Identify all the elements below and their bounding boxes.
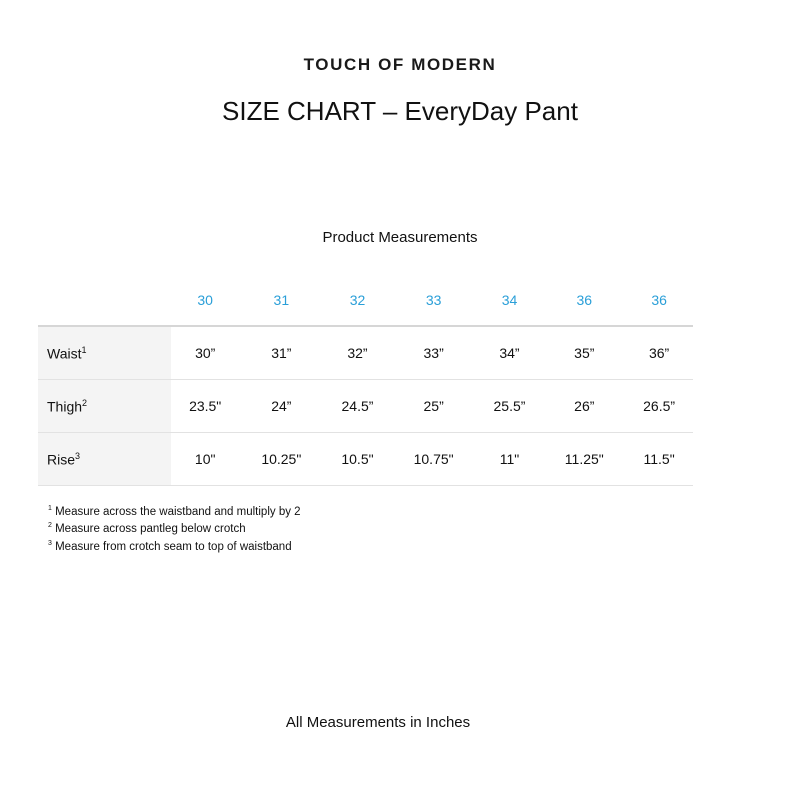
measurement-cell: 24.5”	[323, 380, 391, 433]
measurement-cell: 35”	[543, 326, 625, 380]
measurement-cell: 26.5”	[625, 380, 693, 433]
footnote-ref: 1	[81, 344, 87, 355]
measurement-cell: 23.5"	[171, 380, 239, 433]
table-row-waist	[38, 326, 693, 380]
size-table	[38, 275, 693, 486]
measurement-cell: 11.25"	[543, 433, 625, 486]
measurement-cell: 36”	[625, 326, 693, 380]
row-label-waist: Waist$^1$	[38, 326, 171, 380]
row-label-thigh: Thigh$^2$	[38, 380, 171, 433]
size-header: 33	[392, 275, 476, 326]
page-title: SIZE CHART – EveryDay Pant	[222, 96, 578, 126]
measurement-cell: 32”	[323, 326, 391, 380]
corner-cell	[38, 275, 171, 326]
size-header: 34	[476, 275, 544, 326]
footnote-ref: 3	[75, 450, 81, 461]
size-header: 36	[543, 275, 625, 326]
size-header: 30	[171, 275, 239, 326]
measurement-cell: 24”	[239, 380, 323, 433]
row-label-rise: Rise$^3$	[38, 433, 171, 486]
size-header-row	[38, 275, 693, 326]
footnote: $^1$ Measure across the waistband and multiply by 2	[48, 505, 301, 518]
footnotes	[48, 502, 301, 554]
measurement-cell: 30”	[171, 326, 239, 380]
footnote-ref: 2	[82, 397, 88, 408]
table-row-thigh	[38, 380, 693, 433]
measurement-cell: 25.5”	[476, 380, 544, 433]
measurement-cell: 10.25"	[239, 433, 323, 486]
units-note: All Measurements in Inches	[285, 714, 471, 731]
size-header: 31	[239, 275, 323, 326]
measurement-cell: 31”	[239, 326, 323, 380]
footnote: $^3$ Measure from crotch seam to top of waistband	[48, 539, 292, 553]
size-header: 32	[323, 275, 391, 326]
measurement-cell: 25”	[392, 380, 476, 433]
measurement-cell: 10.75"	[392, 433, 476, 486]
table-caption: Product Measurements	[322, 229, 478, 246]
measurement-cell: 11"	[476, 433, 544, 486]
measurement-cell: 11.5"	[625, 433, 693, 486]
measurement-cell: 34”	[476, 326, 544, 380]
size-header: 36	[625, 275, 693, 326]
table-row-rise	[38, 433, 693, 486]
measurement-cell: 10.5"	[323, 433, 391, 486]
measurement-cell: 10"	[171, 433, 239, 486]
brand-logo: TOUCH OF MODERN	[303, 55, 497, 74]
measurement-cell: 26”	[543, 380, 625, 433]
measurement-cell: 33”	[392, 326, 476, 380]
footnote: $^2$ Measure across pantleg below crotch	[48, 522, 246, 536]
